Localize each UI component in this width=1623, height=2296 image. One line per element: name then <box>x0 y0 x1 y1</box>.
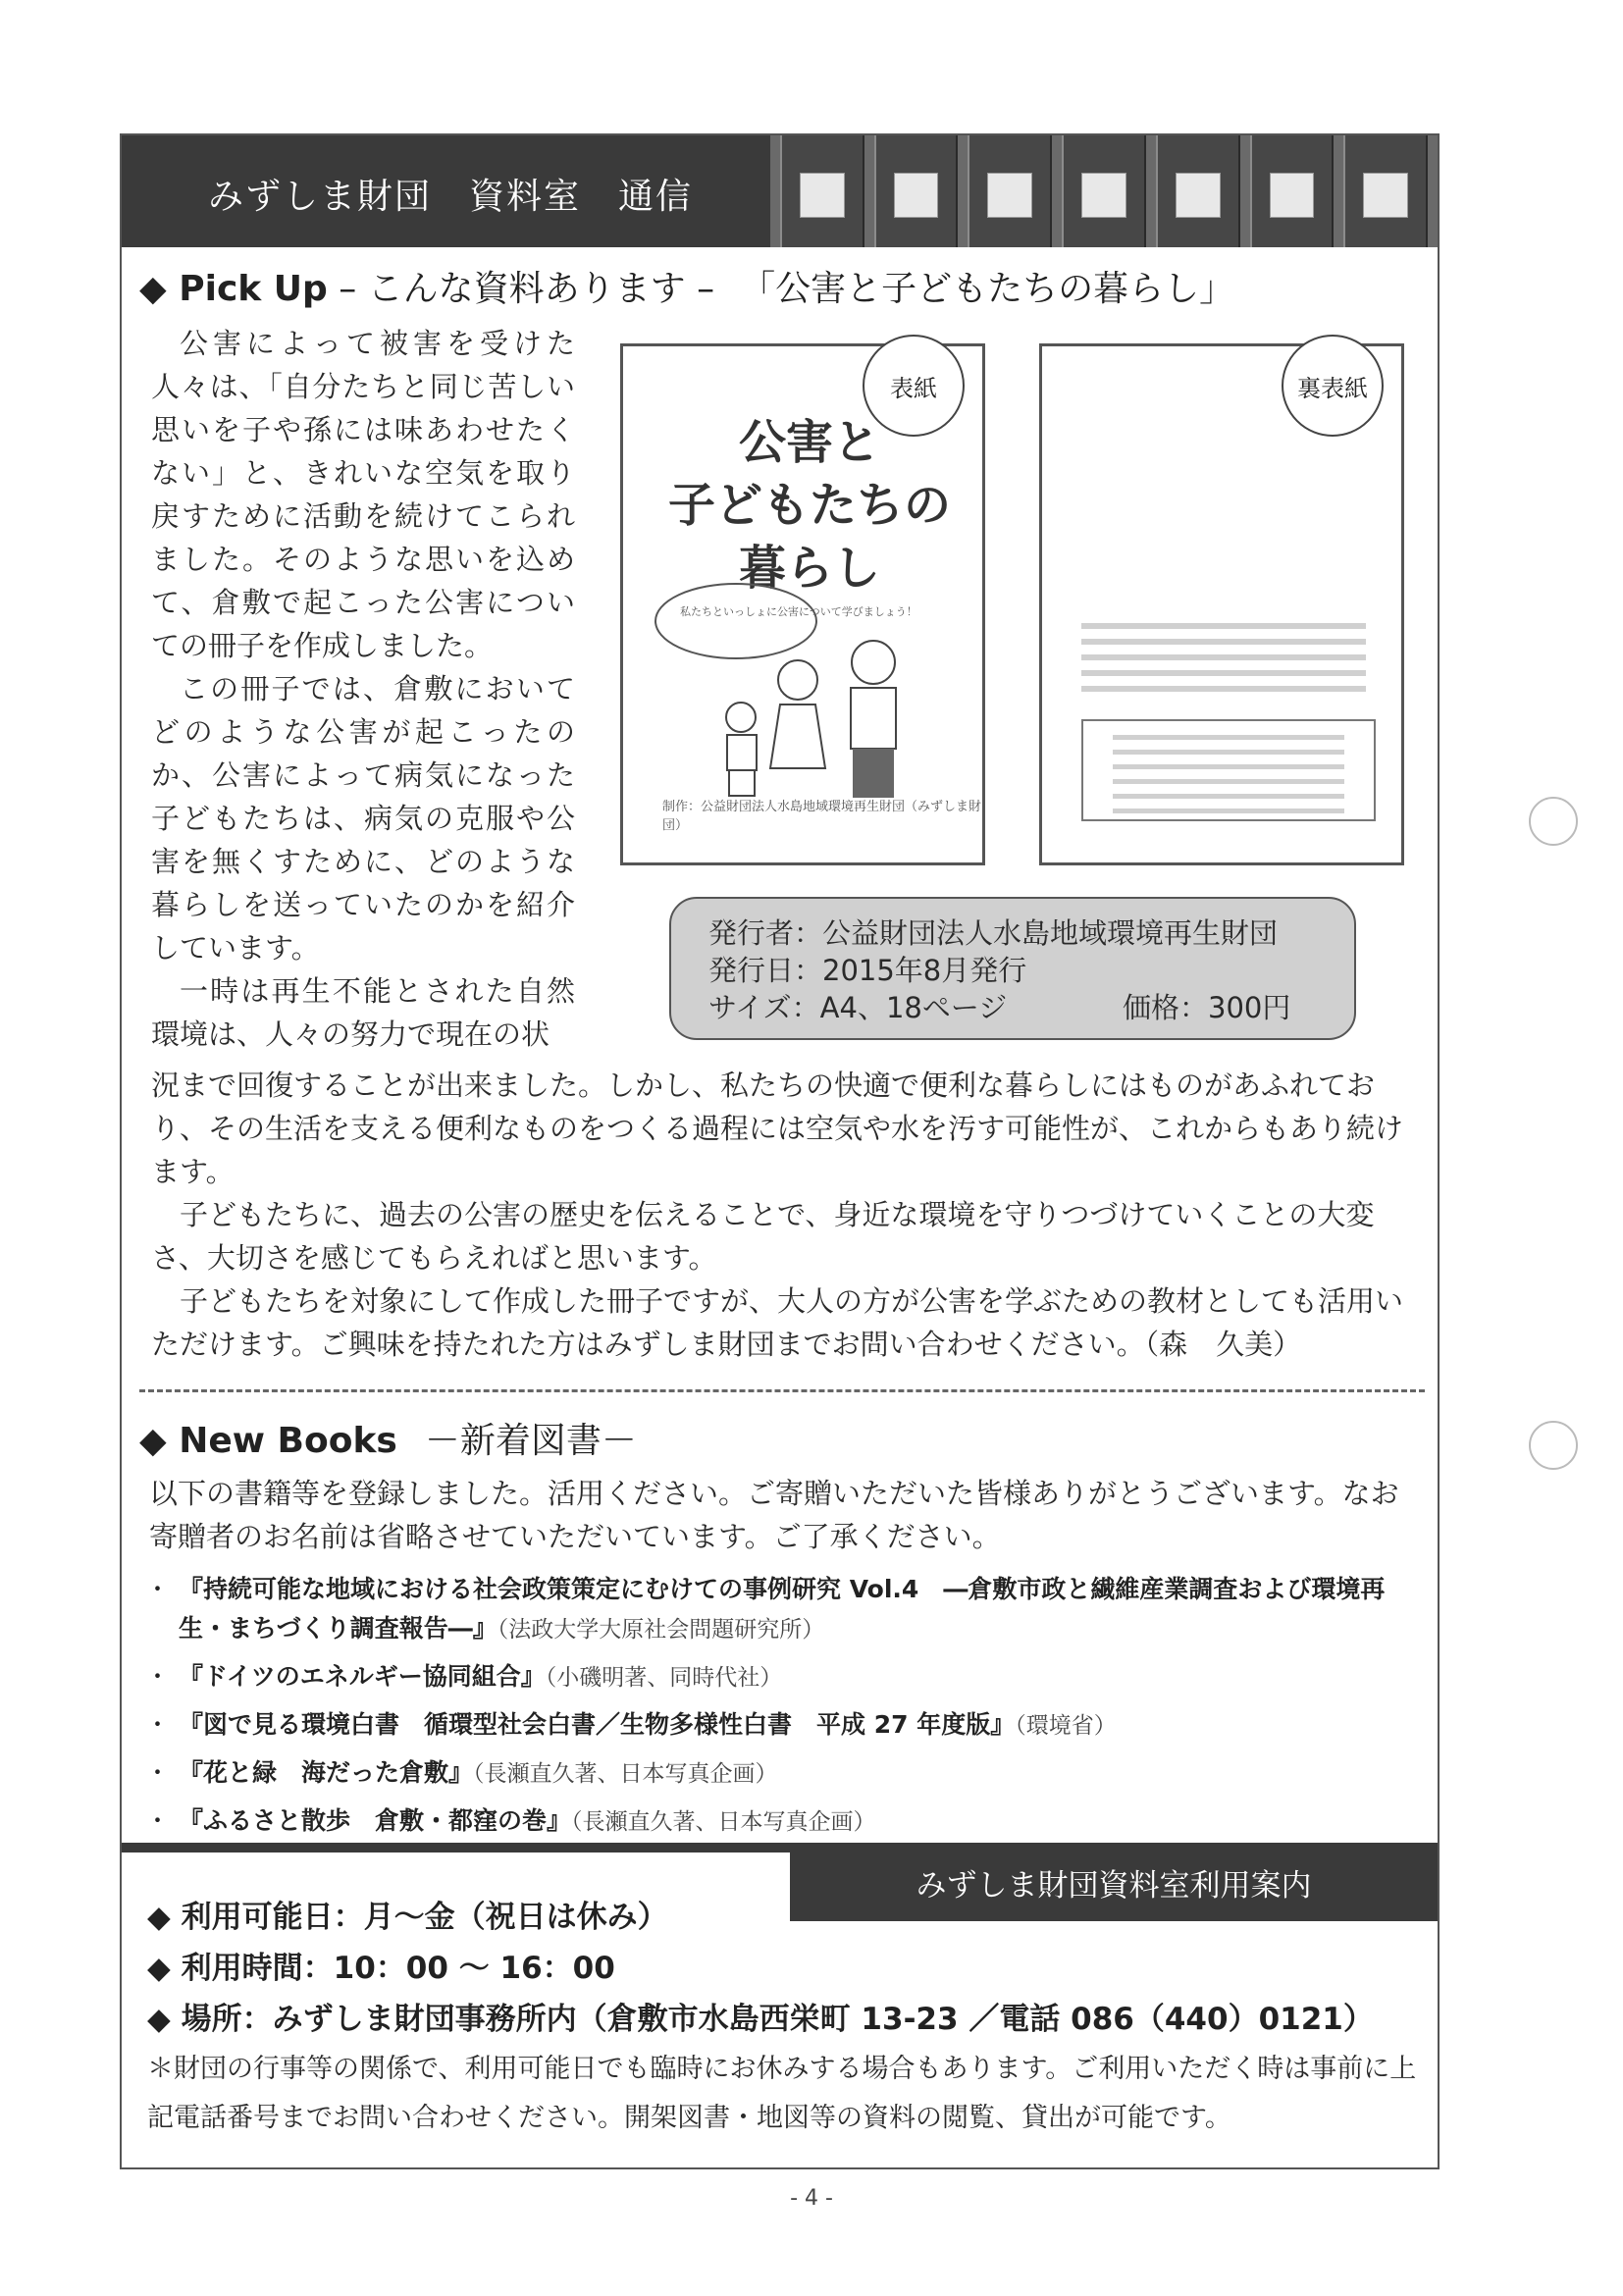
masthead <box>122 135 1438 247</box>
cover-back-image <box>1039 343 1404 865</box>
paragraph: 子どもたちを対象にして作成した冊子ですが、大人の方が公害を学ぶための教材としても活用いただけます。ご興味を持たれた方はみずしま財団までお問い合わせください。（森 久美） <box>151 1284 1404 1361</box>
publication-info <box>669 897 1356 1040</box>
list-item <box>151 1657 1427 1697</box>
punch-hole <box>1529 1421 1578 1470</box>
book-title: 『花と緑 海だった倉敷』 <box>179 1758 474 1787</box>
newbooks-heading <box>139 1413 637 1463</box>
list-item <box>151 1801 1427 1842</box>
price: 価格：300円 <box>1123 991 1291 1024</box>
book-title: 『ドイツのエネルギー協同組合』 <box>179 1662 546 1691</box>
publisher: 発行者：公益財団法人水島地域環境再生財団 <box>708 916 1279 950</box>
cover-front-image <box>620 343 985 865</box>
pickup-heading-main: ◆ Pick Up <box>139 269 328 309</box>
book-author: （長瀬直久著、日本写真企画） <box>473 1761 778 1787</box>
list-item <box>151 1705 1427 1746</box>
page-number: - 4 - <box>790 2186 833 2211</box>
book-spine <box>780 135 864 247</box>
paragraph: 一時は再生不能とされた自然環境は、人々の努力で現在の状 <box>151 974 575 1051</box>
paragraph: 子どもたちに、過去の公害の歴史を伝えることで、身近な環境を守りつづけていくことの大変さ、大切さを感じてもらえればと思います。 <box>151 1198 1375 1275</box>
pickup-heading <box>139 261 1234 311</box>
cover-title-line: 暮らし <box>738 541 880 596</box>
usage-banner: みずしま財団資料室利用案内 <box>790 1843 1438 1921</box>
book-spine <box>1250 135 1335 247</box>
usage-days: ◆ 利用可能日：月～金（祝日は休み） <box>147 1900 668 1935</box>
book-spine <box>1156 135 1240 247</box>
book-spine <box>968 135 1052 247</box>
book-spine <box>874 135 959 247</box>
cover-title-line: 子どもたちの <box>667 478 951 533</box>
back-cover-colophon <box>1081 719 1376 821</box>
punch-hole <box>1529 797 1578 846</box>
pickup-heading-title: 「公害と子どもたちの暮らし」 <box>740 269 1235 309</box>
paragraph: この冊子では、倉敷においてどのような公害が起こったのか、公害によって病気になった子どもたちは、病気の克服や公害を無くすために、どのような暮らしを送っていたのかを紹介しています。 <box>151 672 575 965</box>
list-item <box>151 1570 1427 1649</box>
newbooks-heading-sub: －新着図書－ <box>424 1421 637 1461</box>
newbooks-heading-main: ◆ New Books <box>139 1421 397 1461</box>
book-title: 『持続可能な地域における社会政策策定にむけての事例研究 Vol.4 ―倉敷市政と繊維産業調査および環境再生・まちづくり調査報告―』 <box>179 1575 1386 1643</box>
newbooks-intro: 以下の書籍等を登録しました。活用ください。ご寄贈いただいた皆様ありがとうございます。なお寄贈者のお名前は省略させていただいています。ご了承ください。 <box>149 1477 1399 1553</box>
section-divider <box>139 1389 1425 1392</box>
children-illustration <box>643 582 967 817</box>
cover-credit: 制作：公益財団法人水島地域環境再生財団（みずしま財団） <box>662 800 982 833</box>
bookshelf-photo <box>770 135 1438 247</box>
paragraph: 公害によって被害を受けた人々は、「自分たちと同じ苦しい思いを子や孫には味あわせたくない」と、きれいな空気を取り戻すために活動を続けてこられました。そのような思いを込めて、倉敷で起こった公害についての冊子を作成しました。 <box>151 327 575 662</box>
size: サイズ：A4、18ページ <box>708 991 1008 1024</box>
usage-hours: ◆ 利用時間：10：00 ～ 16：00 <box>147 1951 615 1986</box>
usage-note: ＊財団の行事等の関係で、利用可能日でも臨時にお休みする場合もあります。ご利用いただく時は事前に上記電話番号までお問い合わせください。開架図書・地図等の資料の閲覧、貸出が可能です。 <box>147 2054 1417 2133</box>
cover-bubble-text: 私たちといっしょに公害について学びましょう！ <box>680 605 917 618</box>
list-item <box>151 1753 1427 1794</box>
pickup-text-left <box>151 322 575 1056</box>
masthead-title: みずしま財団 資料室 通信 <box>208 177 694 217</box>
back-cover-text-block <box>1081 623 1366 702</box>
book-author: （小磯明著、同時代社） <box>545 1665 783 1691</box>
page-frame <box>120 133 1440 2169</box>
book-author: （長瀬直久著、日本写真企画） <box>571 1809 876 1835</box>
cover-front-label: 表紙 <box>863 335 965 437</box>
book-spine <box>1062 135 1146 247</box>
book-spine <box>1343 135 1428 247</box>
book-author: （環境省） <box>1015 1713 1117 1739</box>
paragraph: 況まで回復することが出来ました。しかし、私たちの快適で便利な暮らしにはものがあふれており、その生活を支える便利なものをつくる過程には空気や水を汚す可能性が、これからもあり続けます。 <box>151 1069 1404 1188</box>
pickup-heading-sub: – こんな資料あります – <box>327 269 715 309</box>
cover-title <box>662 411 957 600</box>
newbooks-list <box>151 1570 1427 1850</box>
book-author: （法政大学大原社会問題研究所） <box>497 1617 825 1643</box>
book-title: 『ふるさと散歩 倉敷・都窪の巻』 <box>179 1806 572 1835</box>
usage-place: ◆ 場所：みずしま財団事務所内（倉敷市水島西栄町 13-23 ／電話 086（440）0121） <box>147 2002 1374 2037</box>
issue-date: 発行日：2015年8月発行 <box>708 954 1027 987</box>
cover-title-line: 公害と <box>738 415 880 470</box>
book-title: 『図で見る環境白書 循環型社会白書／生物多様性白書 平成 27 年度版』 <box>179 1710 1016 1739</box>
cover-back-label: 裏表紙 <box>1282 335 1384 437</box>
